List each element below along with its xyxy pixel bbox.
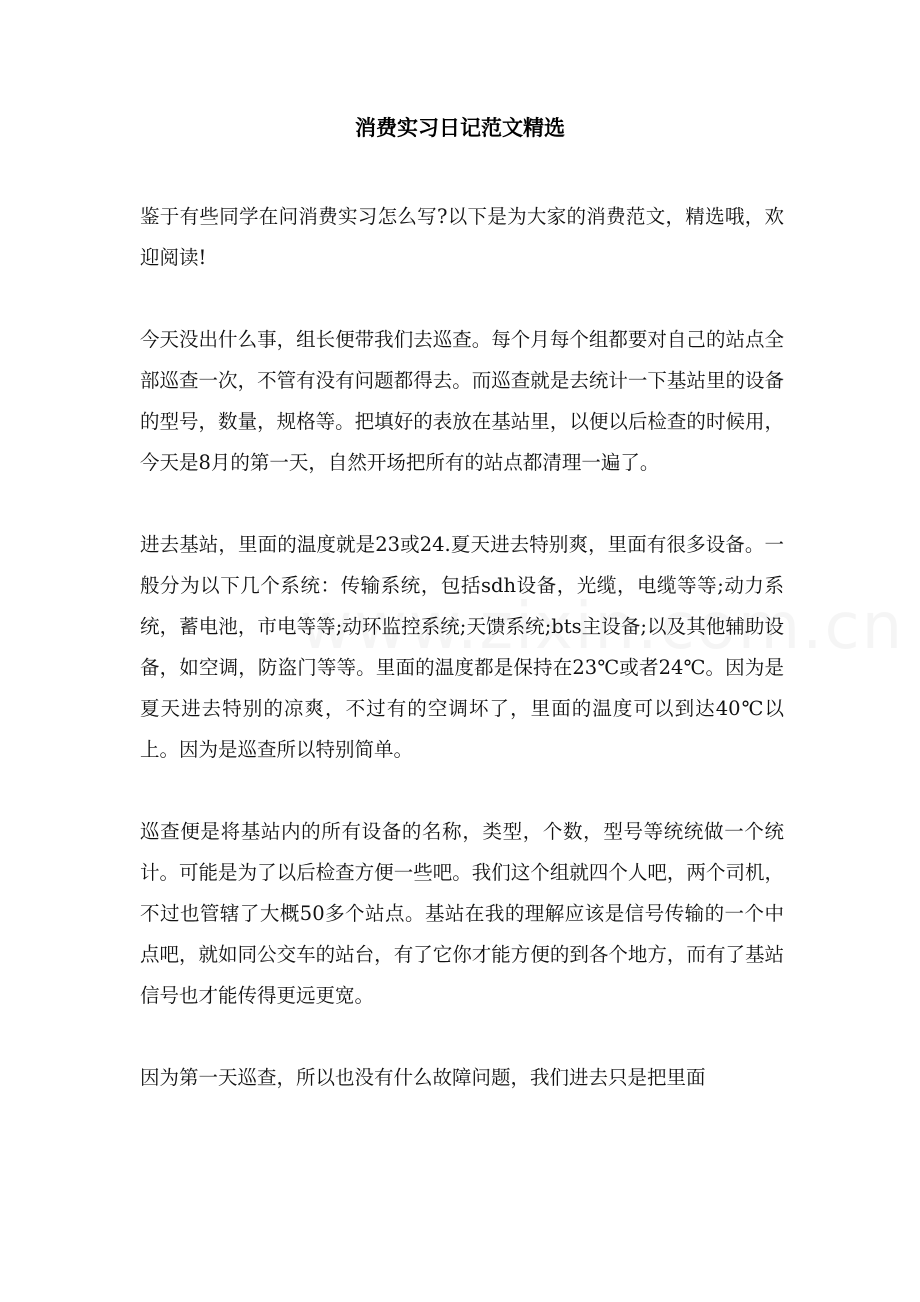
paragraph-intro: 鉴于有些同学在问消费实习怎么写?以下是为大家的消费范文，精选哦，欢迎阅读! [140,205,784,269]
paragraph-1: 今天没出什么事，组长便带我们去巡查。每个月每个组都要对自己的站点全部巡查一次，不管有没有问题都得去。而巡查就是去统计一下基站里的设备的型号，数量，规格等。把填好的表放在基站里，以便以后检查的时候用，今天是8月的第一天，自然开场把所有的站点都清理一遍了。 [140,328,784,474]
document-body [140,196,784,1098]
paragraph-4: 因为第一天巡查，所以也没有什么故障问题，我们进去只是把里面 [140,1066,706,1089]
document-title: 消费实习日记范文精选 [355,115,565,140]
paragraph-3: 巡查便是将基站内的所有设备的名称，类型，个数，型号等统统做一个统计。可能是为了以后检查方便一些吧。我们这个组就四个人吧，两个司机，不过也管辖了大概50多个站点。基站在我的理解应该是信号传输的一个中点吧，就如同公交车的站台，有了它你才能方便的到各个地方，而有了基站信号也才能传得更远更宽。 [140,820,784,1007]
paragraph-2: 进去基站，里面的温度就是23或24.夏天进去特别爽，里面有很多设备。一般分为以下几个系统：传输系统，包括sdh设备，光缆，电缆等等;动力系统，蓄电池，市电等等;动环监控系统;天馈系统;bts主设备;以及其他辅助设备，如空调，防盗门等等。里面的温度都是保持在23℃或者24℃。因为是夏天进去特别的凉爽，不过有的空调坏了，里面的温度可以到达40℃以上。因为是巡查所以特别简单。 [140,533,784,761]
